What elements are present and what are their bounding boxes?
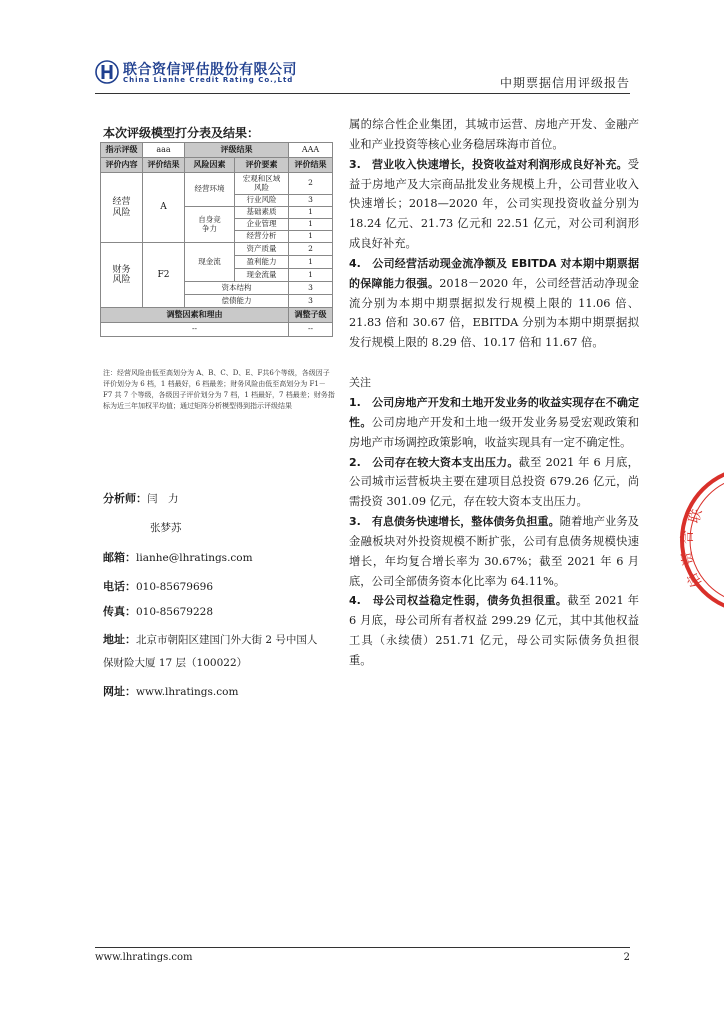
element-name: 行业风险 bbox=[235, 195, 289, 207]
analyst-label: 分析师： bbox=[103, 492, 147, 505]
paragraph bbox=[349, 254, 639, 353]
svg-text:信: 信 bbox=[684, 569, 706, 590]
adjustment-sub: -- bbox=[289, 323, 333, 337]
rating-result-label: 评级结果 bbox=[185, 143, 289, 158]
email-value: lianhe@lhratings.com bbox=[136, 552, 253, 564]
paragraph-text: 截至 2021 年 6 月底，母公司所有者权益 299.29 亿元，其中其他权益工具（永续债）251.71 亿元，母公司实际债务负担很重。 bbox=[349, 594, 639, 667]
company-logo-icon bbox=[95, 60, 119, 84]
element-score: 1 bbox=[289, 219, 333, 231]
paragraph-heading: 4. 母公司权益稳定性弱，债务负担很重。 bbox=[349, 594, 568, 608]
paragraph bbox=[349, 591, 639, 670]
element-score: 1 bbox=[289, 256, 333, 269]
paragraph-heading: 2. 公司存在较大资本支出压力。 bbox=[349, 455, 519, 469]
email-label: 邮箱： bbox=[103, 551, 136, 564]
element-score: 2 bbox=[289, 173, 333, 195]
paragraph-text: 公司房地产开发和土地一级开发业务易受宏观政策和房地产市场调控政策影响，收益实现具有一定不确定性。 bbox=[349, 415, 639, 449]
element-name: 盈利能力 bbox=[235, 256, 289, 269]
adjustment-head-row bbox=[101, 308, 333, 323]
rating-table-column-row bbox=[101, 158, 333, 173]
element-name: 偿债能力 bbox=[185, 295, 289, 308]
column-header: 风险因素 bbox=[185, 158, 235, 173]
body-text bbox=[349, 115, 639, 671]
element-score: 3 bbox=[289, 282, 333, 295]
element-name: 基础素质 bbox=[235, 207, 289, 219]
website-label: 网址： bbox=[103, 685, 136, 698]
business-risk-content: 经营风险 bbox=[101, 173, 143, 243]
column-header: 评价结果 bbox=[143, 158, 185, 173]
paragraph bbox=[349, 453, 639, 513]
paragraph-heading: 3. 有息债务快速增长，整体债务负担重。 bbox=[349, 515, 560, 529]
fax-line bbox=[103, 603, 213, 619]
svg-text:资: 资 bbox=[678, 549, 698, 568]
element-name: 企业管理 bbox=[235, 219, 289, 231]
cashflow-factor: 现金流 bbox=[185, 243, 235, 282]
paragraph-text: 截至 2021 年 6 月底，公司城市运营板块主要在建项目总投资 679.26 亿元，尚需投资 301.09 亿元，存在较大资本支出压力。 bbox=[349, 455, 639, 509]
adjustment-row bbox=[101, 323, 333, 337]
analyst-line bbox=[103, 490, 179, 506]
analyst-1: 闫 力 bbox=[147, 493, 179, 505]
paragraph bbox=[349, 155, 639, 254]
fax-label: 传真： bbox=[103, 605, 136, 618]
address-value-2: 保财险大厦 17 层（100022） bbox=[103, 657, 248, 669]
company-name-en: China Lianhe Credit Rating Co.,Ltd bbox=[123, 76, 294, 84]
financial-risk-content: 财务风险 bbox=[101, 243, 143, 308]
element-score: 1 bbox=[289, 231, 333, 243]
website-value: www.lhratings.com bbox=[136, 686, 239, 698]
paragraph-text: 2018－2020 年，公司经营活动净现金流分别为本期中期票据拟发行规模上限的 11.06 倍、21.83 倍和 30.67 倍，EBITDA 分别为本期中期票据拟发行规模上限的 8.29 倍、10.17 倍和 11.67 倍。 bbox=[349, 276, 639, 350]
paragraph-heading: 3. 营业收入快速增长，投资收益对利润形成良好补充。 bbox=[349, 157, 628, 171]
competitiveness-factor: 自身竞争力 bbox=[185, 207, 235, 243]
footer-divider bbox=[95, 947, 630, 948]
page-number: 2 bbox=[623, 952, 630, 963]
analyst-2: 张梦苏 bbox=[150, 522, 182, 534]
svg-text:联: 联 bbox=[686, 507, 706, 526]
address-line bbox=[103, 631, 317, 647]
report-title: 中期票据信用评级报告 bbox=[499, 76, 630, 90]
business-risk-result: A bbox=[143, 173, 185, 243]
paragraph bbox=[349, 512, 639, 591]
attention-heading: 关注 bbox=[349, 376, 371, 390]
table-row bbox=[101, 243, 333, 256]
table-row bbox=[101, 173, 333, 195]
paragraph-heading: 4. 公司经营活动现金流净额及 EBITDA 对本期中期票据的保障能力很强。 bbox=[349, 256, 639, 290]
financial-risk-result: F2 bbox=[143, 243, 185, 308]
footer-url: www.lhratings.com bbox=[95, 952, 193, 963]
phone-value: 010-85679696 bbox=[136, 581, 214, 593]
element-score: 2 bbox=[289, 243, 333, 256]
table-note: 注：经营风险由低至高划分为 A、B、C、D、E、F共6个等级，各级因子评价划分为 6 档，1 档最好，6 档最差；财务风险由低至高划分为 F1－F7 共 7 个等级，各级因子评价划分为 7 档，1 档最好，7 档最差；财务指标为近三年加权平均值；通过矩阵分析模型得到指示评级结果 bbox=[103, 369, 335, 410]
element-score: 3 bbox=[289, 195, 333, 207]
adjustment-reason: -- bbox=[101, 323, 289, 337]
phone-label: 电话： bbox=[103, 580, 136, 593]
website-line bbox=[103, 683, 238, 699]
element-name: 资本结构 bbox=[185, 282, 289, 295]
element-score: 3 bbox=[289, 295, 333, 308]
rating-table bbox=[100, 142, 333, 337]
adjustment-sub-label: 调整子级 bbox=[289, 308, 333, 323]
address-value-1: 北京市朝阳区建国门外大街 2 号中国人 bbox=[136, 634, 318, 646]
column-header: 评价要素 bbox=[235, 158, 289, 173]
email-line bbox=[103, 549, 253, 565]
paragraph bbox=[349, 393, 639, 453]
rating-table-head-row bbox=[101, 143, 333, 158]
element-score: 1 bbox=[289, 269, 333, 282]
adjustment-reason-label: 调整因素和理由 bbox=[101, 308, 289, 323]
element-score: 1 bbox=[289, 207, 333, 219]
paragraph-text: 随着地产业务及金融板块对外投资规模不断扩张，公司有息债务规模快速增长，年均复合增长率为 30.67%；截至 2021 年 6 月底，公司全部债务资本化比率为 64.11%。 bbox=[349, 515, 639, 588]
element-name: 经营分析 bbox=[235, 231, 289, 243]
rating-result-value: AAA bbox=[289, 143, 333, 158]
element-name: 现金流量 bbox=[235, 269, 289, 282]
header-divider bbox=[95, 93, 630, 94]
company-seal-icon bbox=[676, 460, 724, 620]
indicative-rating-label: 指示评级 bbox=[101, 143, 143, 158]
phone-line bbox=[103, 578, 213, 594]
element-name: 资产质量 bbox=[235, 243, 289, 256]
svg-text:合: 合 bbox=[680, 530, 696, 544]
fax-value: 010-85679228 bbox=[136, 606, 214, 618]
address-label: 地址： bbox=[103, 633, 136, 646]
element-name: 宏观和区域风险 bbox=[235, 173, 289, 195]
rating-table-title: 本次评级模型打分表及结果： bbox=[103, 126, 260, 140]
paragraph-text: 受益于房地产及大宗商品批发业务规模上升，公司营业收入快速增长；2018—2020 年，公司实现投资收益分别为 18.24 亿元、21.73 亿元和 22.51 亿元，对公司利润形成良好补充。 bbox=[349, 157, 639, 251]
paragraph: 属的综合性企业集团，其城市运营、房地产开发、金融产业和产业投资等核心业务稳居珠海市首位。 bbox=[349, 118, 639, 151]
column-header: 评价内容 bbox=[101, 158, 143, 173]
column-header: 评价结果 bbox=[289, 158, 333, 173]
env-factor: 经营环境 bbox=[185, 173, 235, 207]
indicative-rating-value: aaa bbox=[143, 143, 185, 158]
company-name-cn: 联合资信评估股份有限公司 bbox=[123, 62, 297, 78]
paragraph-heading: 1. 公司房地产开发和土地开发业务的收益实现存在不确定性。 bbox=[349, 395, 639, 429]
